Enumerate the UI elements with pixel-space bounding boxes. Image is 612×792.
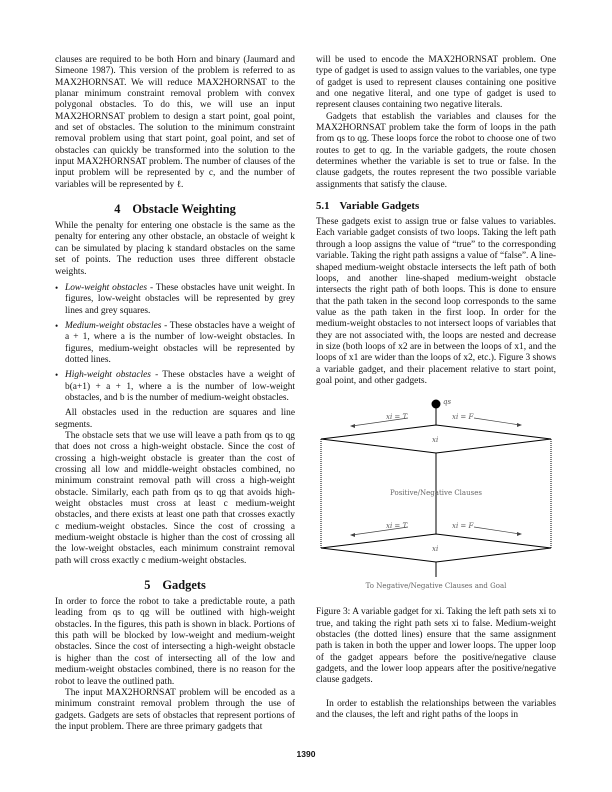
list-item-text: - These obstacles have unit weight. In figures, low-weight obstacles will be represented by grey lines and grey squares. <box>65 282 295 316</box>
section-5-heading <box>55 578 295 592</box>
list-item-term: High-weight obstacles <box>65 370 151 381</box>
left-column <box>55 55 295 733</box>
lower-false-label: xi = F <box>452 522 474 531</box>
paragraph: The input MAX2HORNSAT problem will be encoded as a minimum constraint removal problem through the use of gadgets. Gadgets are sets of obstacles that represent portions of the input problem. There are three primary gadgets that <box>55 687 295 732</box>
start-point-icon <box>432 400 441 409</box>
upper-loop-label: xi <box>432 436 439 445</box>
page-number: 1390 <box>296 749 316 759</box>
list-item-term: Medium-weight obstacles <box>65 320 162 331</box>
paragraph: In order to force the robot to take a predictable route, a path leading from qs to qg will be outlined with high-weight obstacles. In the figures, this path is shown in black. Portions of this path will be blocked by low-weight and medium-weight obstacles. Since the cost of intersecting a high-weight obstacle is higher than the cost of intersecting all of the low and medium-weight obstacles combined, there is no reason for the robot to leave the outlined path. <box>55 597 295 687</box>
positive-negative-clauses-label: Positive/Negative Clauses <box>390 489 482 498</box>
lower-loop-label: xi <box>432 545 439 554</box>
lower-true-label: xi = T <box>386 522 408 531</box>
paragraph: Gadgets that establish the variables and clauses for the MAX2HORNSAT problem take the form of loops in the path from qs to qg. These loops force the robot to choose one of two routes to get to qg. In the variable gadgets, the route chosen determines whether the variable is set to true or false. In the clause gadgets, the routes represent the two possible variable assignments that satisfy the clause. <box>316 111 556 190</box>
lower-right-arrow <box>474 527 520 534</box>
upper-true-label: xi = T <box>386 413 408 422</box>
paragraph: In order to establish the relationships between the variables and the clauses, the left and right paths of the loops in <box>316 698 556 721</box>
paragraph: The obstacle sets that we use will leave a path from qs to qg that does not cross a high-weight obstacle. Since the cost of crossing a high-weight obstacle is greater than the cost of crossing all low and middle-weight obstacles combined, no minimum constraint removal path will cross a high-weight obstacle. Similarly, each path from qs to qg that avoids high-weight obstacles must cross at least c medium-weight obstacles, and there exists at least one path that crosses exactly c medium-weight obstacles. Since the cost of crossing a medium-weight obstacle is higher than the cost of crossing all the low-weight obstacles, each minimum constraint removal path will cross exactly c medium-weight obstacles. <box>55 430 295 566</box>
list-item-term: Low-weight obstacles <box>65 282 148 293</box>
list-item-text: - These obstacles have a weight of b(a+1) + a + 1, where a is the number of low-weight obstacles, and b is the number of medium-weight obstacles. <box>65 370 295 403</box>
arrow-head-icon <box>517 423 522 427</box>
to-negative-clauses-and-goal-label: To Negative/Negative Clauses and Goal <box>365 582 507 591</box>
list-item-text: - These obstacles have a weight of a + 1, where a is the number of low-weight obstacles. In figures, medium-weight obstacles will be represented by dotted lines. <box>65 320 295 365</box>
paragraph: These gadgets exist to assign true or false values to variables. Each variable gadget consists of two loops. Taking the left path through a loop assigns the value of “true” to the corresponding variable. Taking the right path assigns a value of “false”. A line-shaped medium-weight obstacle intersects the left path of both loops, and another line-shaped medium-weight obstacle intersects the right path of both loops. This is done to ensure that the path taken in the second loop corresponds to the same value as the path taken in the first loop. In order for the medium-weight obstacles to not intersect loops of variables that they are not associated with, the loops are nested and decrease in size (both loops of x2 are in between the loops of x1, and the loops of x1 are wider than the loops of x2, etc.). Figure 3 shows a variable gadget, and their placement relative to start point, goal point, and other gadgets. <box>316 217 556 386</box>
paragraph: will be used to encode the MAX2HORNSAT problem. One type of gadget is used to assign values to the variables, one type of gadget is used to represent clauses containing one positive and one negative literal, and one type of gadget is used to represent clauses containing two negative literals. <box>316 55 556 111</box>
subsection-title: Variable Gadgets <box>339 200 420 213</box>
section-title: Obstacle Weighting <box>132 202 236 217</box>
right-column <box>316 55 556 721</box>
figure-3-variable-gadget <box>316 395 556 605</box>
arrow-head-icon <box>517 532 522 536</box>
variable-gadget-diagram <box>316 395 556 605</box>
intro-paragraph: clauses are required to be both Horn and binary (Jaumard and Simeone 1987). This version of the problem is referred to as MAX2HORNSAT. We will reduce MAX2HORNSAT to the planar minimum constraint removal problem with convex polygonal obstacles. To do this, we will use an input MAX2HORNSAT problem to design a start point, goal point, and set of obstacles. The solution to the minimum constraint removal problem using that start point, goal point, and set of obstacles can quickly be transformed into the solution to the input MAX2HORNSAT problem. The number of clauses of the input problem will be represented by c, and the number of variables will be represented by ℓ. <box>55 55 295 190</box>
start-point-label: qs <box>443 398 452 407</box>
arrow-head-icon <box>350 424 355 428</box>
paragraph: All obstacles used in the reduction are squares and line segments. <box>55 408 295 430</box>
list-item <box>55 283 295 317</box>
section-title: Gadgets <box>162 578 206 593</box>
list-item <box>55 321 295 366</box>
paragraph: While the penalty for entering one obstacle is the same as the penalty for entering any other obstacle, an obstacle of weight k can be simulated by placing k standard obstacles on the same set of points. The reduction uses three different obstacle weights. <box>55 221 295 277</box>
list-item <box>55 370 295 404</box>
subsection-number: 5.1 <box>316 200 330 213</box>
upper-right-arrow <box>474 418 520 425</box>
arrow-head-icon <box>350 533 355 537</box>
figure-3-caption: Figure 3: A variable gadget for xi. Taking the left path sets xi to true, and taking the right path sets xi to false. Medium-weight obstacles (the dotted lines) ensure that the same assignment path is taken in both the upper and lower loops. The upper loop of the gadget appears before the positive/negative clause gadgets, and the lower loop appears after the positive/negative clause gadgets. <box>316 607 556 686</box>
upper-false-label: xi = F <box>452 413 474 422</box>
section-4-heading <box>55 202 295 216</box>
subsection-5-1-heading <box>316 200 556 213</box>
obstacle-weight-list <box>55 283 295 404</box>
section-number: 4 <box>114 202 121 217</box>
section-number: 5 <box>144 578 151 593</box>
